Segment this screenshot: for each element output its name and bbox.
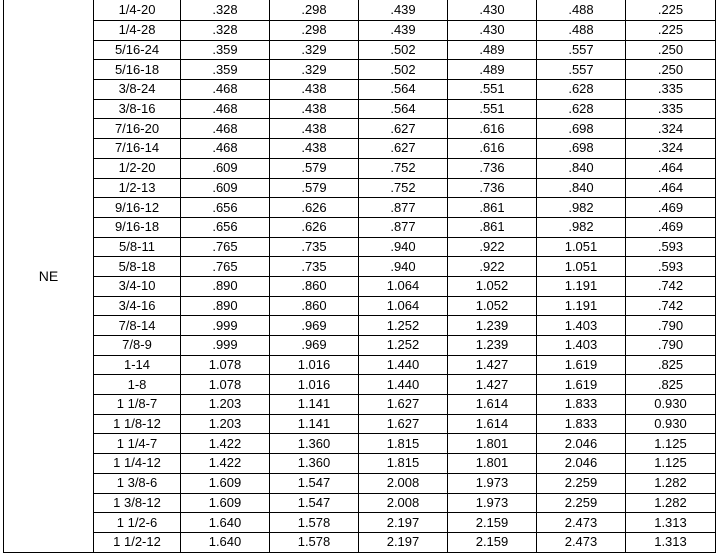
thread-size-cell: 5/8-11 xyxy=(94,237,181,257)
value-col-4-cell: 1.801 xyxy=(448,434,537,454)
thread-size-cell: 1/2-13 xyxy=(94,178,181,198)
value-col-2-cell: .579 xyxy=(270,158,359,178)
table-row xyxy=(4,158,716,178)
value-col-3-cell: 2.008 xyxy=(359,493,448,513)
table-row xyxy=(4,80,716,100)
value-col-3-cell: .627 xyxy=(359,139,448,159)
value-col-1-cell: .328 xyxy=(181,21,270,41)
value-col-5-cell: 1.051 xyxy=(537,237,626,257)
group-label-cell: NE xyxy=(4,0,94,552)
thread-size-cell: 5/16-18 xyxy=(94,60,181,80)
value-col-4-cell: .736 xyxy=(448,158,537,178)
value-col-3-cell: 2.197 xyxy=(359,513,448,533)
thread-size-cell: 5/16-24 xyxy=(94,40,181,60)
value-col-3-cell: .439 xyxy=(359,21,448,41)
thread-size-cell: 7/16-14 xyxy=(94,139,181,159)
value-col-6-cell: .790 xyxy=(626,316,716,336)
value-col-6-cell: .825 xyxy=(626,375,716,395)
value-col-6-cell: .790 xyxy=(626,336,716,356)
value-col-5-cell: 1.403 xyxy=(537,316,626,336)
value-col-5-cell: .628 xyxy=(537,80,626,100)
value-col-6-cell: .324 xyxy=(626,139,716,159)
value-col-6-cell: .825 xyxy=(626,355,716,375)
table-row xyxy=(4,395,716,415)
value-col-3-cell: 1.440 xyxy=(359,355,448,375)
value-col-2-cell: 1.547 xyxy=(270,493,359,513)
value-col-3-cell: .564 xyxy=(359,99,448,119)
value-col-2-cell: .969 xyxy=(270,316,359,336)
value-col-5-cell: .628 xyxy=(537,99,626,119)
value-col-1-cell: .609 xyxy=(181,158,270,178)
value-col-3-cell: 1.064 xyxy=(359,296,448,316)
thread-size-cell: 1 1/4-7 xyxy=(94,434,181,454)
value-col-3-cell: .439 xyxy=(359,0,448,21)
value-col-4-cell: .489 xyxy=(448,60,537,80)
table-row xyxy=(4,60,716,80)
value-col-2-cell: .329 xyxy=(270,60,359,80)
value-col-6-cell: .464 xyxy=(626,158,716,178)
value-col-1-cell: .359 xyxy=(181,40,270,60)
value-col-5-cell: .698 xyxy=(537,139,626,159)
value-col-5-cell: 2.473 xyxy=(537,532,626,552)
value-col-2-cell: .438 xyxy=(270,80,359,100)
table-row xyxy=(4,21,716,41)
value-col-6-cell: .742 xyxy=(626,296,716,316)
value-col-4-cell: .489 xyxy=(448,40,537,60)
value-col-6-cell: .742 xyxy=(626,276,716,296)
value-col-1-cell: .890 xyxy=(181,276,270,296)
thread-size-cell: 1-14 xyxy=(94,355,181,375)
value-col-5-cell: 2.473 xyxy=(537,513,626,533)
value-col-2-cell: .735 xyxy=(270,257,359,277)
value-col-1-cell: .468 xyxy=(181,80,270,100)
value-col-5-cell: .840 xyxy=(537,178,626,198)
value-col-4-cell: 1.239 xyxy=(448,336,537,356)
value-col-4-cell: 1.052 xyxy=(448,276,537,296)
value-col-1-cell: .359 xyxy=(181,60,270,80)
table-row xyxy=(4,434,716,454)
value-col-6-cell: .469 xyxy=(626,198,716,218)
value-col-5-cell: 1.619 xyxy=(537,375,626,395)
table-row xyxy=(4,217,716,237)
spec-table-container xyxy=(3,0,715,558)
table-row xyxy=(4,513,716,533)
value-col-5-cell: .557 xyxy=(537,60,626,80)
value-col-3-cell: .502 xyxy=(359,60,448,80)
value-col-3-cell: 1.064 xyxy=(359,276,448,296)
value-col-3-cell: .502 xyxy=(359,40,448,60)
value-col-4-cell: .922 xyxy=(448,257,537,277)
value-col-4-cell: 1.801 xyxy=(448,454,537,474)
value-col-5-cell: 1.403 xyxy=(537,336,626,356)
thread-size-cell: 7/8-14 xyxy=(94,316,181,336)
value-col-3-cell: 1.252 xyxy=(359,316,448,336)
thread-size-cell: 1/4-20 xyxy=(94,0,181,21)
value-col-3-cell: 2.008 xyxy=(359,473,448,493)
value-col-2-cell: .860 xyxy=(270,296,359,316)
value-col-6-cell: .250 xyxy=(626,60,716,80)
value-col-1-cell: 1.609 xyxy=(181,493,270,513)
table-row xyxy=(4,40,716,60)
value-col-4-cell: 1.239 xyxy=(448,316,537,336)
value-col-6-cell: .225 xyxy=(626,0,716,21)
value-col-4-cell: 1.427 xyxy=(448,355,537,375)
value-col-6-cell: .250 xyxy=(626,40,716,60)
value-col-6-cell: .324 xyxy=(626,119,716,139)
table-row xyxy=(4,454,716,474)
thread-size-cell: 3/4-10 xyxy=(94,276,181,296)
value-col-3-cell: 1.627 xyxy=(359,395,448,415)
thread-size-cell: 7/8-9 xyxy=(94,336,181,356)
value-col-1-cell: 1.422 xyxy=(181,454,270,474)
table-row xyxy=(4,296,716,316)
value-col-5-cell: 2.259 xyxy=(537,493,626,513)
value-col-1-cell: .656 xyxy=(181,217,270,237)
value-col-1-cell: 1.422 xyxy=(181,434,270,454)
value-col-2-cell: .438 xyxy=(270,99,359,119)
table-row xyxy=(4,276,716,296)
value-col-3-cell: .940 xyxy=(359,257,448,277)
value-col-3-cell: 1.252 xyxy=(359,336,448,356)
value-col-5-cell: 2.046 xyxy=(537,454,626,474)
value-col-4-cell: .616 xyxy=(448,139,537,159)
value-col-6-cell: 0.930 xyxy=(626,395,716,415)
value-col-5-cell: .557 xyxy=(537,40,626,60)
value-col-2-cell: .329 xyxy=(270,40,359,60)
value-col-1-cell: .468 xyxy=(181,119,270,139)
value-col-4-cell: 1.973 xyxy=(448,473,537,493)
value-col-6-cell: 1.313 xyxy=(626,513,716,533)
value-col-2-cell: 1.360 xyxy=(270,434,359,454)
value-col-2-cell: 1.547 xyxy=(270,473,359,493)
value-col-1-cell: 1.203 xyxy=(181,395,270,415)
value-col-4-cell: 2.159 xyxy=(448,513,537,533)
value-col-3-cell: .752 xyxy=(359,158,448,178)
value-col-4-cell: .551 xyxy=(448,99,537,119)
value-col-3-cell: 1.815 xyxy=(359,434,448,454)
value-col-5-cell: 2.259 xyxy=(537,473,626,493)
value-col-2-cell: .969 xyxy=(270,336,359,356)
table-row xyxy=(4,139,716,159)
table-body xyxy=(4,0,716,552)
value-col-3-cell: .627 xyxy=(359,119,448,139)
value-col-6-cell: 1.313 xyxy=(626,532,716,552)
value-col-2-cell: .438 xyxy=(270,139,359,159)
table-row xyxy=(4,473,716,493)
value-col-2-cell: 1.578 xyxy=(270,532,359,552)
value-col-6-cell: 0.930 xyxy=(626,414,716,434)
value-col-1-cell: 1.203 xyxy=(181,414,270,434)
thread-spec-table xyxy=(3,0,716,553)
value-col-5-cell: 1.833 xyxy=(537,395,626,415)
value-col-6-cell: .593 xyxy=(626,257,716,277)
value-col-4-cell: 1.614 xyxy=(448,414,537,434)
thread-size-cell: 1 1/8-7 xyxy=(94,395,181,415)
value-col-1-cell: 1.078 xyxy=(181,355,270,375)
thread-size-cell: 1 1/2-12 xyxy=(94,532,181,552)
value-col-5-cell: 1.191 xyxy=(537,276,626,296)
value-col-2-cell: .735 xyxy=(270,237,359,257)
value-col-3-cell: .752 xyxy=(359,178,448,198)
value-col-6-cell: .469 xyxy=(626,217,716,237)
value-col-3-cell: 1.815 xyxy=(359,454,448,474)
value-col-6-cell: 1.282 xyxy=(626,473,716,493)
thread-size-cell: 3/8-24 xyxy=(94,80,181,100)
value-col-5-cell: .982 xyxy=(537,198,626,218)
value-col-4-cell: .861 xyxy=(448,217,537,237)
table-row xyxy=(4,336,716,356)
thread-size-cell: 9/16-18 xyxy=(94,217,181,237)
thread-size-cell: 1/2-20 xyxy=(94,158,181,178)
value-col-2-cell: 1.141 xyxy=(270,395,359,415)
value-col-6-cell: .464 xyxy=(626,178,716,198)
value-col-1-cell: .999 xyxy=(181,316,270,336)
table-row xyxy=(4,375,716,395)
thread-size-cell: 3/4-16 xyxy=(94,296,181,316)
value-col-1-cell: .328 xyxy=(181,0,270,21)
value-col-4-cell: .736 xyxy=(448,178,537,198)
value-col-5-cell: 2.046 xyxy=(537,434,626,454)
value-col-3-cell: 1.627 xyxy=(359,414,448,434)
value-col-6-cell: 1.125 xyxy=(626,454,716,474)
value-col-1-cell: .999 xyxy=(181,336,270,356)
value-col-6-cell: .225 xyxy=(626,21,716,41)
value-col-2-cell: .860 xyxy=(270,276,359,296)
table-row xyxy=(4,178,716,198)
table-row xyxy=(4,316,716,336)
value-col-5-cell: .488 xyxy=(537,21,626,41)
thread-size-cell: 1 1/4-12 xyxy=(94,454,181,474)
thread-size-cell: 1/4-28 xyxy=(94,21,181,41)
table-row xyxy=(4,237,716,257)
value-col-1-cell: .656 xyxy=(181,198,270,218)
value-col-3-cell: .877 xyxy=(359,217,448,237)
value-col-2-cell: .626 xyxy=(270,217,359,237)
value-col-5-cell: 1.833 xyxy=(537,414,626,434)
value-col-1-cell: 1.609 xyxy=(181,473,270,493)
value-col-4-cell: .922 xyxy=(448,237,537,257)
value-col-2-cell: .298 xyxy=(270,21,359,41)
thread-size-cell: 1 1/2-6 xyxy=(94,513,181,533)
value-col-4-cell: .616 xyxy=(448,119,537,139)
value-col-4-cell: 1.614 xyxy=(448,395,537,415)
value-col-3-cell: .564 xyxy=(359,80,448,100)
value-col-6-cell: 1.125 xyxy=(626,434,716,454)
value-col-6-cell: .335 xyxy=(626,99,716,119)
value-col-3-cell: .877 xyxy=(359,198,448,218)
value-col-5-cell: .698 xyxy=(537,119,626,139)
thread-size-cell: 3/8-16 xyxy=(94,99,181,119)
value-col-1-cell: 1.078 xyxy=(181,375,270,395)
value-col-4-cell: .551 xyxy=(448,80,537,100)
value-col-4-cell: .430 xyxy=(448,21,537,41)
table-row xyxy=(4,493,716,513)
value-col-4-cell: .861 xyxy=(448,198,537,218)
value-col-2-cell: .298 xyxy=(270,0,359,21)
value-col-5-cell: 1.619 xyxy=(537,355,626,375)
value-col-5-cell: .488 xyxy=(537,0,626,21)
table-row xyxy=(4,355,716,375)
value-col-1-cell: .765 xyxy=(181,237,270,257)
value-col-2-cell: 1.016 xyxy=(270,375,359,395)
value-col-4-cell: 1.973 xyxy=(448,493,537,513)
value-col-5-cell: 1.051 xyxy=(537,257,626,277)
value-col-3-cell: 2.197 xyxy=(359,532,448,552)
thread-size-cell: 1 1/8-12 xyxy=(94,414,181,434)
value-col-6-cell: .335 xyxy=(626,80,716,100)
value-col-6-cell: .593 xyxy=(626,237,716,257)
value-col-3-cell: .940 xyxy=(359,237,448,257)
value-col-4-cell: .430 xyxy=(448,0,537,21)
thread-size-cell: 1 3/8-6 xyxy=(94,473,181,493)
value-col-1-cell: 1.640 xyxy=(181,532,270,552)
table-row xyxy=(4,257,716,277)
table-row xyxy=(4,0,716,21)
value-col-2-cell: .438 xyxy=(270,119,359,139)
value-col-3-cell: 1.440 xyxy=(359,375,448,395)
value-col-2-cell: 1.578 xyxy=(270,513,359,533)
value-col-2-cell: .579 xyxy=(270,178,359,198)
value-col-1-cell: .609 xyxy=(181,178,270,198)
value-col-4-cell: 1.427 xyxy=(448,375,537,395)
value-col-1-cell: 1.640 xyxy=(181,513,270,533)
table-row xyxy=(4,414,716,434)
value-col-2-cell: 1.141 xyxy=(270,414,359,434)
value-col-1-cell: .765 xyxy=(181,257,270,277)
table-row xyxy=(4,119,716,139)
value-col-1-cell: .468 xyxy=(181,99,270,119)
table-row xyxy=(4,532,716,552)
value-col-1-cell: .468 xyxy=(181,139,270,159)
value-col-1-cell: .890 xyxy=(181,296,270,316)
thread-size-cell: 1-8 xyxy=(94,375,181,395)
value-col-4-cell: 2.159 xyxy=(448,532,537,552)
table-row xyxy=(4,198,716,218)
value-col-5-cell: .982 xyxy=(537,217,626,237)
value-col-2-cell: 1.016 xyxy=(270,355,359,375)
table-row xyxy=(4,99,716,119)
value-col-4-cell: 1.052 xyxy=(448,296,537,316)
value-col-2-cell: .626 xyxy=(270,198,359,218)
thread-size-cell: 7/16-20 xyxy=(94,119,181,139)
thread-size-cell: 1 3/8-12 xyxy=(94,493,181,513)
value-col-2-cell: 1.360 xyxy=(270,454,359,474)
value-col-5-cell: 1.191 xyxy=(537,296,626,316)
thread-size-cell: 5/8-18 xyxy=(94,257,181,277)
value-col-5-cell: .840 xyxy=(537,158,626,178)
thread-size-cell: 9/16-12 xyxy=(94,198,181,218)
value-col-6-cell: 1.282 xyxy=(626,493,716,513)
